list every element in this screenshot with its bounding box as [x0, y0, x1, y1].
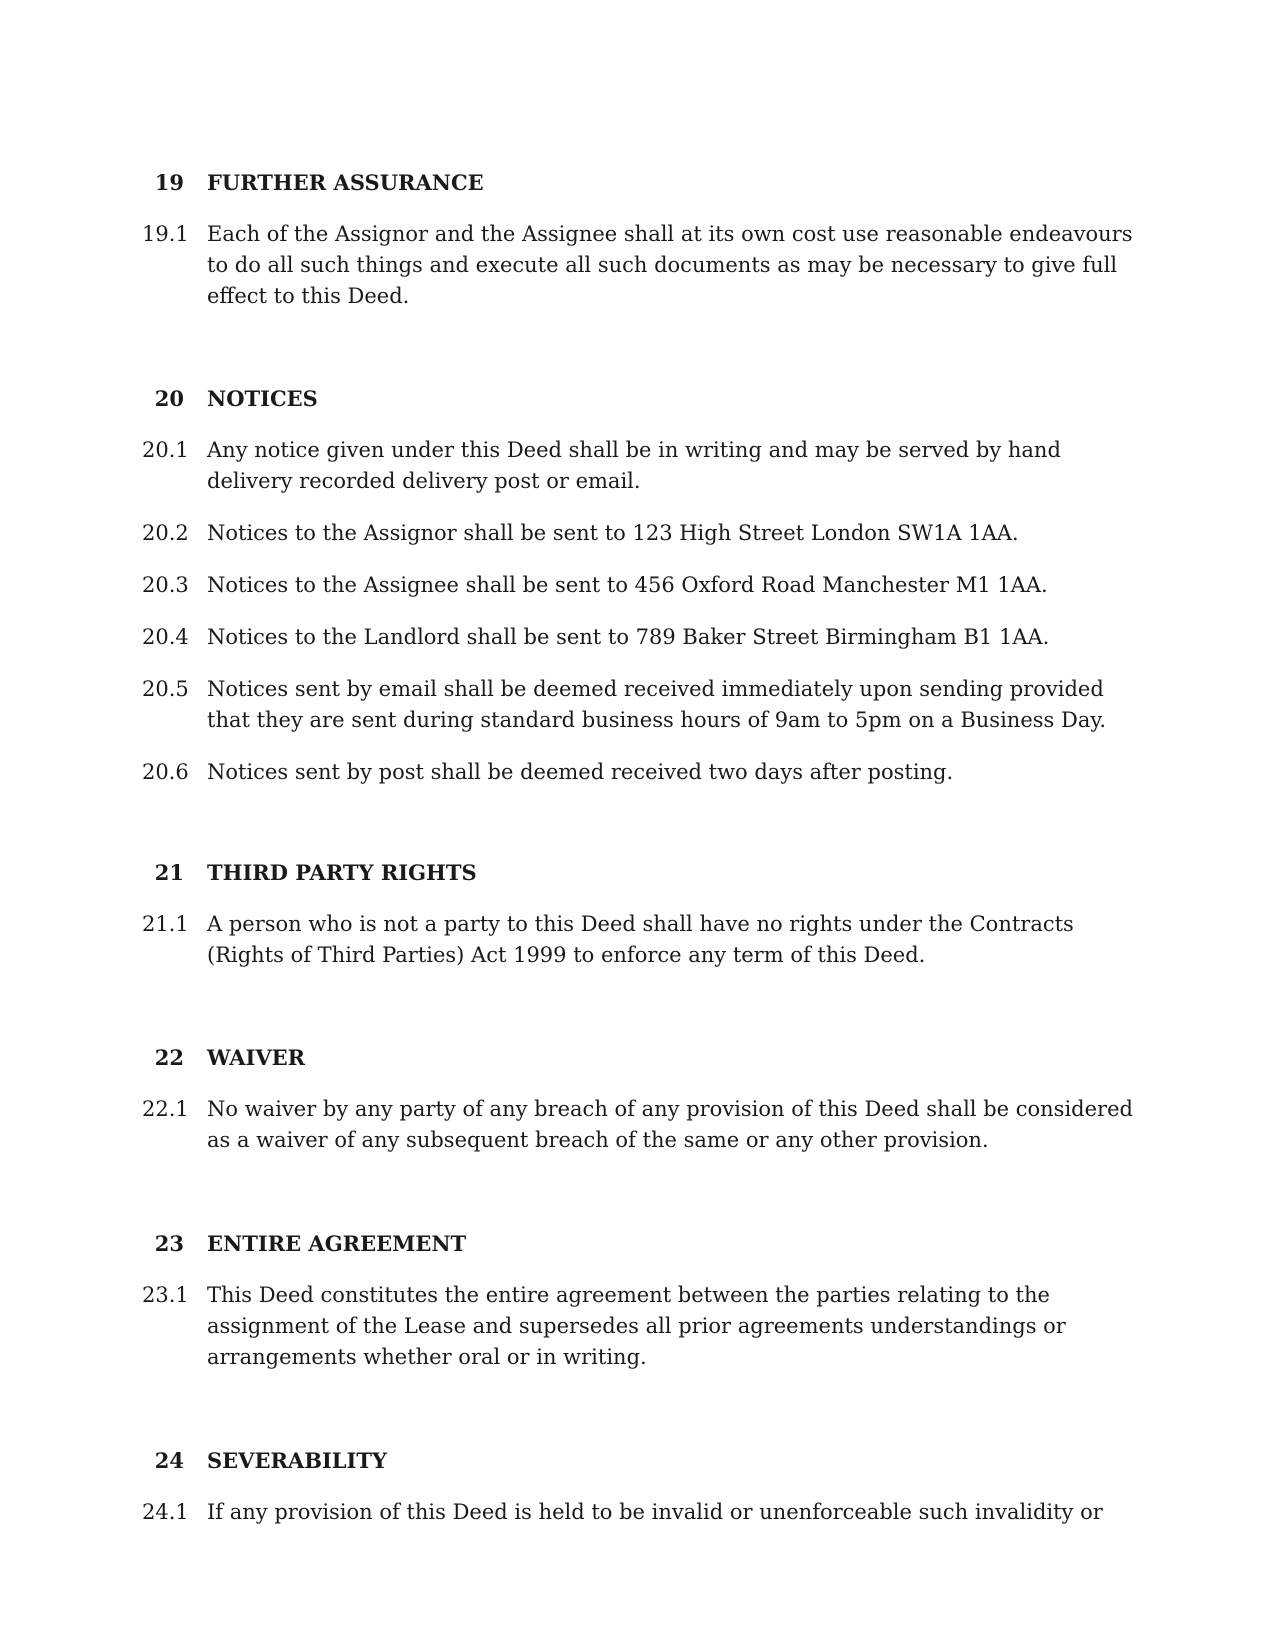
clause-number: 20.1 — [142, 438, 189, 462]
section-number: 20 — [154, 386, 184, 411]
clause — [0, 622, 1275, 653]
clause-number: 19.1 — [142, 222, 189, 246]
clause-text: A person who is not a party to this Deed shall have no rights under the Contracts (Rights of Third Parties) Act 1999 to enforce any term of this Deed. — [207, 912, 1074, 967]
section-heading — [0, 858, 1275, 888]
clause-text: Notices to the Assignor shall be sent to 123 High Street London SW1A 1AA. — [207, 521, 1019, 545]
clause — [0, 674, 1275, 736]
clause-number: 23.1 — [142, 1283, 189, 1307]
section-heading — [0, 384, 1275, 414]
section-20 — [0, 384, 1275, 788]
section-title: ENTIRE AGREEMENT — [207, 1231, 467, 1256]
clause-number: 20.6 — [142, 760, 189, 784]
clause — [0, 1497, 1275, 1528]
clause-number: 20.5 — [142, 677, 189, 701]
section-24 — [0, 1446, 1275, 1528]
clause-text: Notices to the Assignee shall be sent to 456 Oxford Road Manchester M1 1AA. — [207, 573, 1048, 597]
clause-text: Notices to the Landlord shall be sent to 789 Baker Street Birmingham B1 1AA. — [207, 625, 1050, 649]
section-title: FURTHER ASSURANCE — [207, 170, 484, 195]
clause — [0, 219, 1275, 312]
section-21 — [0, 858, 1275, 971]
section-19 — [0, 168, 1275, 312]
section-title: THIRD PARTY RIGHTS — [207, 860, 477, 885]
clause-text: Each of the Assignor and the Assignee shall at its own cost use reasonable endeavours to do all such things and execute all such documents as may be necessary to give full effect to this Deed. — [207, 222, 1133, 308]
section-heading — [0, 168, 1275, 198]
clause-text: Notices sent by email shall be deemed received immediately upon sending provided that they are sent during standard business hours of 9am to 5pm on a Business Day. — [207, 677, 1107, 732]
clause — [0, 435, 1275, 497]
clause-number: 22.1 — [142, 1097, 189, 1121]
clause-number: 24.1 — [142, 1500, 189, 1524]
section-number: 19 — [154, 170, 184, 195]
clause-number: 20.3 — [142, 573, 189, 597]
clause — [0, 1094, 1275, 1156]
clause-text: Any notice given under this Deed shall be in writing and may be served by hand delivery recorded delivery post or email. — [207, 438, 1061, 493]
section-23 — [0, 1229, 1275, 1373]
clause-text: No waiver by any party of any breach of any provision of this Deed shall be considered as a waiver of any subsequent breach of the same or any other provision. — [207, 1097, 1133, 1152]
clause — [0, 518, 1275, 549]
clause — [0, 1280, 1275, 1373]
section-heading — [0, 1229, 1275, 1259]
clause-text: This Deed constitutes the entire agreement between the parties relating to the assignment of the Lease and supersedes all prior agreements understandings or arrangements whether oral or in writing. — [207, 1283, 1066, 1369]
section-number: 21 — [154, 860, 184, 885]
section-number: 22 — [154, 1045, 184, 1070]
clause-number: 20.2 — [142, 521, 189, 545]
section-title: NOTICES — [207, 386, 318, 411]
clause-text: If any provision of this Deed is held to be invalid or unenforceable such invalidity or — [207, 1500, 1103, 1524]
clause-text: Notices sent by post shall be deemed received two days after posting. — [207, 760, 954, 784]
section-22 — [0, 1043, 1275, 1156]
section-number: 24 — [154, 1448, 184, 1473]
section-title: SEVERABILITY — [207, 1448, 387, 1473]
section-heading — [0, 1446, 1275, 1476]
section-number: 23 — [154, 1231, 184, 1256]
section-title: WAIVER — [207, 1045, 306, 1070]
section-heading — [0, 1043, 1275, 1073]
clause — [0, 757, 1275, 788]
clause-number: 20.4 — [142, 625, 189, 649]
clause-number: 21.1 — [142, 912, 189, 936]
clause — [0, 570, 1275, 601]
clause — [0, 909, 1275, 971]
